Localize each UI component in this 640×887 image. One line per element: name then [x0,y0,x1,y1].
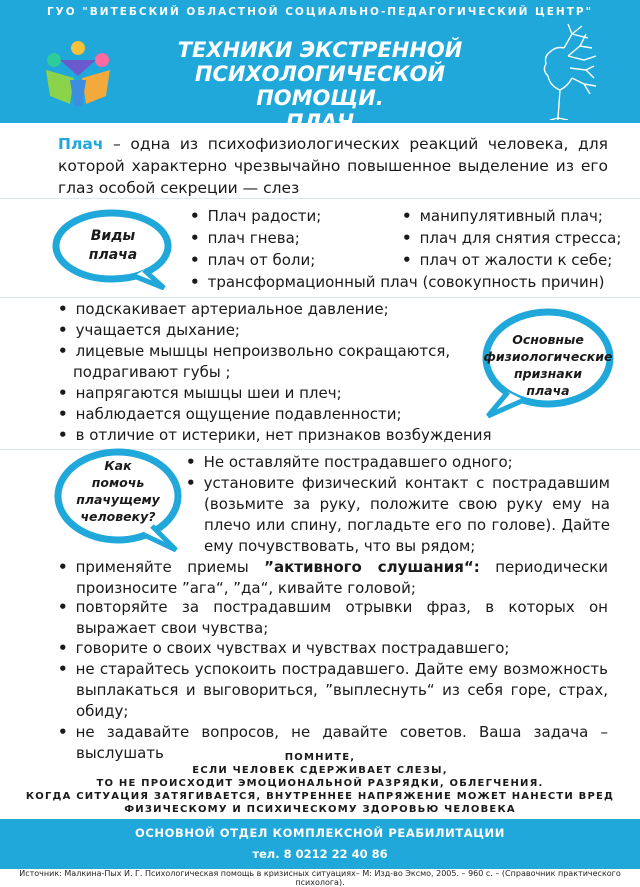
signs-bubble-label [482,332,614,404]
list-item: • плач от жалости к себе; [402,251,613,269]
title-line-3: ПЛАЧ [285,110,355,134]
list-item: • плач от боли; [190,251,316,269]
types-bubble-label [58,228,168,268]
signs-bubble-line: признаки [514,366,582,381]
help-bubble-line: Как [104,458,132,473]
logo-icon [40,38,116,110]
intro-paragraph [58,133,608,199]
title-line-1: ТЕХНИКИ ЭКСТРЕННОЙ [177,38,463,62]
help-bubble-label [56,458,180,530]
list-item: • наблюдается ощущение подавленности; [58,405,402,423]
list-item: • манипулятивный плач; [402,207,603,225]
list-item: • трансформационный плач (совокупность причин) [190,273,605,291]
list-item-continued: подрагивают губы ; [73,363,231,381]
list-item: • плач для снятия стресса; [402,229,622,247]
list-item: • повторяйте за пострадавшим отрывки фраз, в которых он выражает свои чувства; [58,598,608,637]
signs-bubble-line: физиологические [483,349,613,364]
intro-keyword: Плач [58,135,104,153]
tree-head-icon [528,20,600,120]
list-item: • плач гнева; [190,229,300,247]
list-item: • лицевые мышцы непроизвольно сокращаются, [58,342,451,360]
remember-note: ПОМНИТЕ, ЕСЛИ ЧЕЛОВЕК СДЕРЖИВАЕТ СЛЕЗЫ, ТО НЕ ПРОИСХОДИТ ЭМОЦИОНАЛЬНОЙ РАЗРЯДКИ, ОБЛЕГЧЕНИЯ. КОГДА СИТУАЦИЯ ЗАТЯГИВАЕТСЯ, ВНУТРЕННЕЕ НАПРЯЖЕНИЕ МОЖЕТ НАНЕСТИ ВРЕД ФИЗИЧЕСКОМУ И ПСИХИЧЕСКОМУ ЗДОРОВЬЮ ЧЕЛОВЕКА [25,752,615,815]
help-bubble-line: плачущему [76,492,160,507]
list-item: • подскакивает артериальное давление; [58,300,389,318]
list-item: • не задавайте вопросов, не давайте советов. Ваша задача – выслушать [58,723,608,762]
list-item: • говорите о своих чувствах и чувствах пострадавшего; [58,639,510,657]
organization-name: ГУО "ВИТЕБСКИЙ ОБЛАСТНОЙ СОЦИАЛЬНО-ПЕДАГОГИЧЕСКИЙ ЦЕНТР" [46,6,594,18]
divider [0,198,640,199]
divider [0,297,640,298]
list-item: • Плач радости; [190,207,322,225]
active-listening-term: ”активного слушания“: [264,558,480,576]
source-citation: Источник: Малкина-Пых И. Г. Психологическая помощь в кризисных ситуациях– М: Изд-во Эксмо, 2005. – 960 с. – (Справочник практического психолога). [19,869,621,887]
list-item: • учащается дыхание; [58,321,240,339]
list-item: • в отличие от истерики, нет признаков возбуждения [58,426,492,444]
types-bubble-line: Виды [90,228,136,244]
department-name: ОСНОВНОЙ ОТДЕЛ КОМПЛЕКСНОЙ РЕАБИЛИТАЦИИ [134,826,506,840]
list-item: • не старайтесь успокоить пострадавшего. Дайте ему возможность выплакаться и выговориться, ”выплеснуть“ из себя горе, страх, обиду; [58,660,608,720]
signs-bubble-line: Основные [512,332,584,347]
signs-bubble-line: плача [526,383,570,398]
list-item: • Не оставляйте пострадавшего одного; [186,453,513,471]
intro-text: – одна из психофизиологических реакций человека, для которой характерно чрезвычайно повышенное выделение из его глаз особой секреции — слез [58,135,608,197]
help-bubble-line: человеку? [80,509,156,524]
list-item: • установите физический контакт с пострадавшим (возьмите за руку, положите свою руку ему на плечо или спину, погладьте его по голове). Дайте ему почувствовать, что вы рядом; [186,474,610,555]
phone-number: тел. 8 0212 22 40 86 [252,847,388,861]
list-item: • применяйте приемы ”активного слушания“: периодически произносите ”ага“, ”да“, кивайте головой; [58,558,608,597]
types-bubble-line: плача [88,247,138,263]
page-title [130,38,510,134]
title-line-2: ПСИХОЛОГИЧЕСКОЙ ПОМОЩИ. [194,62,446,110]
list-item: • напрягаются мышцы шеи и плеч; [58,384,342,402]
help-bubble-line: помочь [91,475,145,490]
